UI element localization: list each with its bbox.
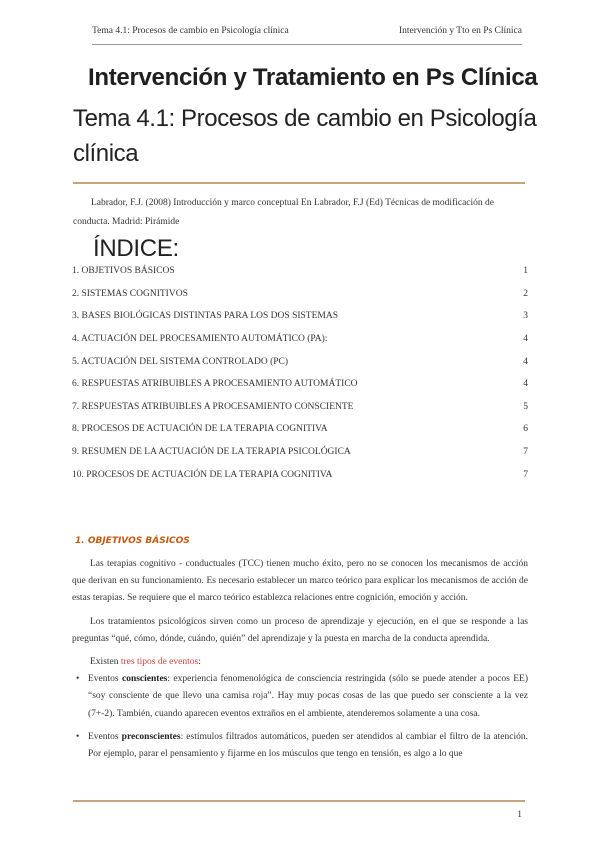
running-header-right: Intervención y Tto en Ps Clínica <box>398 26 522 36</box>
toc-entry[interactable] <box>72 418 528 441</box>
toc-entry-page: 4 <box>523 379 528 390</box>
paragraph: Los tratamientos psicológicos sirven como un proceso de aprendizaje y ejecución, en el que se responde a las preguntas “qué, cómo, dónde, cuándo, quién” del aprendizaje y la puesta en marcha de la conducta aprendida. <box>72 616 528 644</box>
document-subtitle: Tema 4.1: Procesos de cambio en Psicología clínica <box>73 105 537 167</box>
toc-entry-page: 2 <box>523 288 528 299</box>
bullet-prefix: Eventos <box>88 731 122 742</box>
toc-entry-page: 7 <box>523 469 528 480</box>
bullet-text: : experiencia fenomenológica de consciencia restringida (sólo se puede atender a pocos EE) “soy consciente de que llevo una camisa roja”. Hay muy pocas cosas de las que puedo ser consciente a la vez (7+-2). También, cuando aparecen eventos extraños en el ambiente, atenderemos solamente a una cosa. <box>88 674 529 719</box>
toc-entry-page: 4 <box>523 334 528 345</box>
index-title: ÍNDICE: <box>93 235 179 262</box>
footer-divider <box>73 800 525 802</box>
section-body <box>72 556 528 769</box>
toc-entry[interactable] <box>72 350 528 373</box>
toc-entry-label: 6. RESPUESTAS ATRIBUIBLES A PROCESAMIENTO AUTOMÁTICO <box>72 379 358 390</box>
toc-entry-label: 1. OBJETIVOS BÁSICOS <box>72 266 175 277</box>
events-intro-colon: : <box>198 657 201 668</box>
toc-entry[interactable] <box>72 441 528 464</box>
toc-entry[interactable] <box>72 283 528 306</box>
toc-entry-label: 10. PROCESOS DE ACTUACIÓN DE LA TERAPIA COGNITIVA <box>72 469 333 480</box>
page-number: 1 <box>517 810 522 820</box>
paragraph: Las terapias cognitivo - conductuales (TCC) tienen mucho éxito, pero no se conocen los mecanismos de acción que derivan en su funcionamiento. Es necesario establecer un marco teórico para explicar los mecanismos de acción de estas terapias. Se requiere que el marco teórico establezca relaciones entre cognición, emoción y acción. <box>72 559 528 604</box>
table-of-contents <box>72 260 528 486</box>
toc-entry-page: 7 <box>523 447 528 458</box>
toc-entry-label: 2. SISTEMAS COGNITIVOS <box>72 288 188 299</box>
toc-entry[interactable] <box>72 328 528 351</box>
running-header-left: Tema 4.1: Procesos de cambio en Psicología clínica <box>92 26 289 36</box>
toc-entry-page: 1 <box>523 266 528 277</box>
toc-entry-page: 3 <box>523 311 528 322</box>
toc-entry-label: 9. RESUMEN DE LA ACTUACIÓN DE LA TERAPIA PSICOLÓGICA <box>72 447 351 458</box>
events-intro <box>72 654 528 671</box>
toc-entry[interactable] <box>72 396 528 419</box>
toc-entry-label: 3. BASES BIOLÓGICAS DISTINTAS PARA LOS DOS SISTEMAS <box>72 311 338 322</box>
toc-entry[interactable] <box>72 463 528 486</box>
bullet-text: : estímulos filtrados automáticos, pueden ser atendidos al cambiar el filtro de la atención. Por ejemplo, parar el pensamiento y fijarme en los músculos que tengo en tensión, es algo a lo que <box>88 731 528 760</box>
title-divider <box>73 182 525 184</box>
bullet-prefix: Eventos <box>88 674 122 685</box>
toc-entry[interactable] <box>72 373 528 396</box>
toc-entry-label: 5. ACTUACIÓN DEL SISTEMA CONTROLADO (PC) <box>72 356 289 367</box>
bullet-term: conscientes <box>121 674 168 685</box>
toc-entry-label: 4. ACTUACIÓN DEL PROCESAMIENTO AUTOMÁTICO (PA): <box>72 334 328 345</box>
bullet-item <box>72 671 528 723</box>
section-heading: 1. OBJETIVOS BÁSICOS <box>75 536 190 546</box>
events-intro-text: Existen <box>90 657 121 668</box>
events-highlight: tres tipos de eventos <box>120 657 199 668</box>
bibliographic-reference: Labrador, F.J. (2008) Introducción y marco conceptual En Labrador, F.J (Ed) Técnicas de modificación de conducta. Madrid: Pirámide <box>73 198 494 227</box>
toc-entry-label: 7. RESPUESTAS ATRIBUIBLES A PROCESAMIENTO CONSCIENTE <box>72 401 354 412</box>
document-title: Intervención y Tratamiento en Ps Clínica <box>88 64 538 91</box>
toc-entry-page: 5 <box>523 401 528 412</box>
toc-entry-label: 8. PROCESOS DE ACTUACIÓN DE LA TERAPIA COGNITIVA <box>72 424 328 435</box>
toc-entry[interactable] <box>72 260 528 283</box>
toc-entry[interactable] <box>72 305 528 328</box>
bullet-term: preconscientes <box>121 731 181 742</box>
toc-entry-page: 4 <box>523 356 528 367</box>
header-divider <box>92 44 522 45</box>
toc-entry-page: 6 <box>523 424 528 435</box>
bullet-item <box>72 729 528 763</box>
